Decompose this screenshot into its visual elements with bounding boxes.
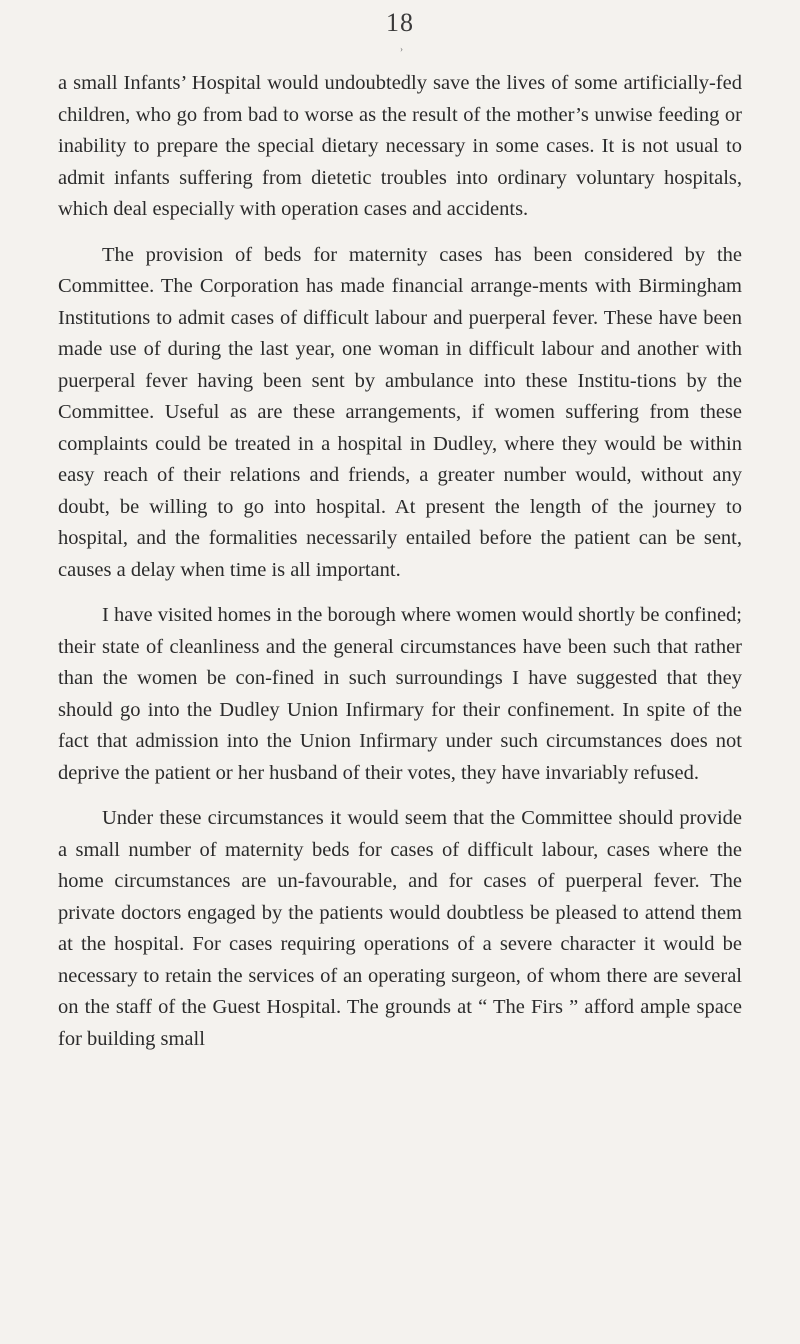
page-number: 18 — [386, 8, 414, 37]
paragraph-1: a small Infants’ Hospital would undoubtedly save the lives of some artificially-fed children, who go from bad to worse as the result of the mother’s unwise feeding or inability to prepare the special dietary necessary in some cases. It is not usual to admit infants suffering from dietetic troubles into ordinary voluntary hospitals, which deal especially with operation cases and accidents. — [58, 72, 742, 220]
paragraph-3: I have visited homes in the borough where women would shortly be confined; their state of cleanliness and the general circumstances have been such that rather than the women be con-fined in such surroundings I have suggested that they should go into the Dudley Union Infirmary for their confinement. In spite of the fact that admission into the Union Infirmary under such circumstances does not deprive the patient or her husband of their votes, they have invariably refused. — [58, 604, 742, 784]
stray-mark: › — [400, 44, 403, 54]
paragraph-2: The provision of beds for maternity cases has been considered by the Committee. The Corporation has made financial arrange-ments with Birmingham Institutions to admit cases of difficult labour and puerperal fever. These have been made use of during the last year, one woman in difficult labour and another with puerperal fever having been sent by ambulance into these Institu-tions by the Committee. Useful as are these arrangements, if women suffering from these complaints could be treated in a hospital in Dudley, where they would be within easy reach of their relations and friends, a greater number would, without any doubt, be willing to go into hospital. At present the length of the journey to hospital, and the formalities necessarily entailed before the patient can be sent, causes a delay when time is all important. — [58, 243, 742, 581]
paragraph-4: Under these circumstances it would seem that the Committee should provide a small number of maternity beds for cases of difficult labour, cases where the home circumstances are un-favourable, and for cases of puerperal fever. The private doctors engaged by the patients would doubtless be pleased to attend them at the hospital. For cases requiring operations of a severe character it would be necessary to retain the services of an operating surgeon, of whom there are several on the staff of the Guest Hospital. The grounds at “ The Firs ” afford ample space for building small — [58, 807, 742, 1050]
body-text — [58, 68, 742, 1055]
